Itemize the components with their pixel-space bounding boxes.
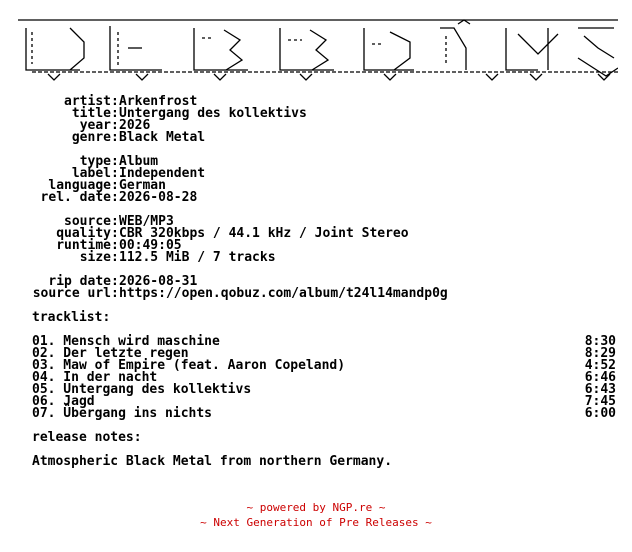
field-value: 00:49:05 [119,238,182,253]
field-value: Arkenfrost [119,94,198,109]
field-label: quality [56,226,111,241]
track-duration: 6:46 [584,370,616,385]
footer [0,500,632,530]
track-duration: 8:30 [584,334,616,349]
field-label: language [48,178,111,193]
field-label: source [64,214,111,229]
field-label: rip date [48,274,111,289]
track-title: 05. Untergang des kollektivs [32,382,252,397]
track-title: 07. Übergang ins nichts [32,406,213,421]
info-row [0,288,632,300]
field-colon: : [111,178,119,193]
tracklist-heading: tracklist: [32,310,111,325]
track-row [0,408,616,420]
field-label: title [71,106,111,121]
field-value: Untergang des kollektivs [119,106,307,121]
footer-tagline: ~ Next Generation of Pre Releases ~ [200,516,432,529]
track-duration: 6:43 [584,382,616,397]
track-title: 04. In der nacht [32,370,158,385]
track-duration: 7:45 [584,394,616,409]
field-colon: : [111,226,119,241]
field-colon: : [111,190,119,205]
field-value: Independent [119,166,206,181]
field-value: 2026-08-31 [119,274,198,289]
field-colon: : [111,250,119,265]
track-duration: 4:52 [584,358,616,373]
field-label: artist [64,94,111,109]
field-value: CBR 320kbps / 44.1 kHz / Joint Stereo [119,226,409,241]
field-colon: : [111,118,119,133]
field-label: source url [32,286,111,301]
field-colon: : [111,154,119,169]
field-label: rel. date [40,190,111,205]
field-colon: : [111,94,119,109]
ascii-art-logo [18,18,618,86]
field-value: WEB/MP3 [119,214,174,229]
field-value: 2026-08-28 [119,190,198,205]
field-colon: : [111,238,119,253]
field-label: year [79,118,111,133]
release-notes-text: Atmospheric Black Metal from northern Germany. [32,454,393,469]
field-label: type [79,154,111,169]
info-row [0,132,632,144]
track-title: 02. Der letzte regen [32,346,189,361]
field-value: Black Metal [119,130,206,145]
field-colon: : [111,214,119,229]
field-label: runtime [56,238,111,253]
track-title: 06. Jagd [32,394,95,409]
field-colon: : [111,106,119,121]
nfo-content [0,96,632,468]
field-value: German [119,178,166,193]
info-row [0,252,632,264]
field-value: https://open.qobuz.com/album/t24l14mandp0g [119,286,448,301]
field-value: 2026 [119,118,151,133]
field-value: 112.5 MiB / 7 tracks [119,250,276,265]
track-duration: 6:00 [584,406,616,421]
field-label: size [79,250,111,265]
field-label: label [71,166,111,181]
field-colon: : [111,130,119,145]
track-title: 03. Maw of Empire (feat. Aaron Copeland) [32,358,346,373]
field-label: genre [71,130,111,145]
field-colon: : [111,166,119,181]
field-value: Album [119,154,159,169]
track-title: 01. Mensch wird maschine [32,334,220,349]
info-row [0,192,632,204]
field-colon: : [111,286,119,301]
release-notes-heading: release notes: [32,430,142,445]
field-colon: : [111,274,119,289]
track-duration: 8:29 [584,346,616,361]
footer-powered-by: ~ powered by NGP.re ~ [246,501,386,514]
